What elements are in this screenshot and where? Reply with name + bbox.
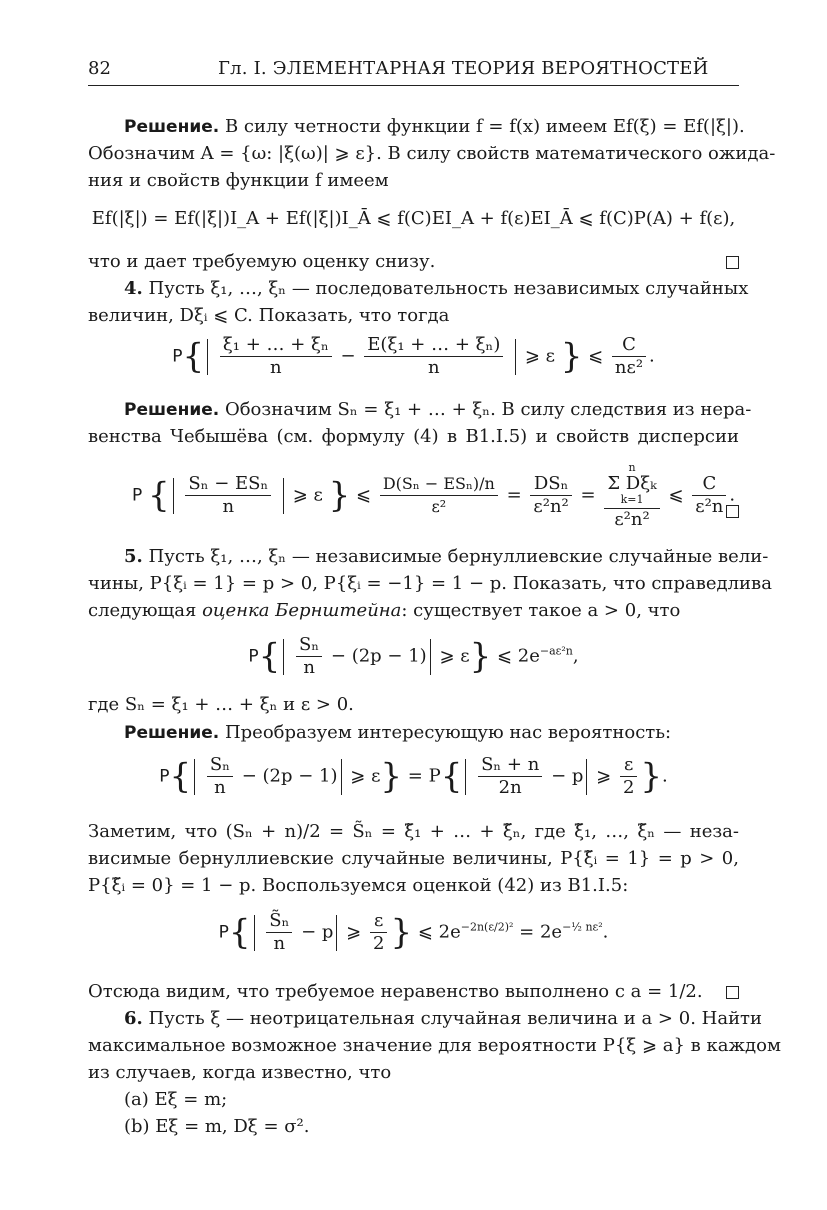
denominator: ε²n — [695, 496, 724, 517]
relation: ⩾ ε — [439, 645, 470, 667]
text: Пусть ξ₁, …, ξₙ — независимые бернуллиевские случайные вели- — [148, 546, 769, 567]
solution-label: Решение. — [124, 117, 220, 137]
text-line: что и дает требуемую оценку снизу. — [88, 251, 436, 272]
relation: ⩽ — [668, 484, 684, 506]
numerator: Sₙ + n — [478, 754, 542, 777]
text: Пусть ξ₁, …, ξₙ — последовательность независимых случайных — [148, 278, 749, 299]
problem-line — [88, 277, 749, 301]
text-line: Заметим, что (Sₙ + n)/2 = S̃ₙ = ξ̃₁ + … + ξ̃ₙ, где ξ̃₁, …, ξ̃ₙ — неза- — [88, 821, 739, 842]
term: − p — [551, 765, 584, 787]
equation-s4: P { $\frac{\text{Sₙ − ESₙ}}{n}$ ⩾ ε } ⩽ $\frac{\text{D(Sₙ − ESₙ)/n}}{\text{ε²}}$ = $\frac{\text{DSₙ}}{\text{ε²n²}}$ = n Σ Dξₖ k=1 ε²n² ⩽ $\frac{C}{\text{ε²n}}$ . — [132, 461, 736, 530]
text-line: величин, Dξᵢ ⩽ C. Показать, что тогда — [88, 305, 450, 326]
text-line: максимальное возможное значение для вероятности P{ξ ⩾ a} в каждом — [88, 1035, 781, 1056]
term: − p — [301, 921, 334, 943]
qed-square — [726, 256, 739, 269]
relation: = — [506, 484, 522, 506]
page-header — [88, 58, 739, 82]
text: следующая — [88, 600, 203, 621]
text-line: венства Чебышёва (см. формулу (4) в В1.I.5) и свойств дисперсии — [88, 426, 739, 447]
solution-line — [88, 115, 745, 139]
case-b: (b) Eξ = m, Dξ = σ². — [124, 1116, 310, 1137]
denominator: n — [270, 357, 282, 378]
denominator: ε² — [431, 497, 447, 516]
page-number: 82 — [88, 58, 111, 79]
relation: ⩾ — [346, 921, 362, 943]
solution-line — [88, 398, 752, 422]
numerator: Sₙ — [296, 634, 322, 657]
solution-label: Решение. — [124, 723, 220, 743]
sum-body: Σ Dξₖ — [607, 473, 657, 494]
problem-number: 5. — [124, 546, 143, 567]
relation: ⩾ ε — [524, 345, 555, 367]
term: ⩽ 2e — [417, 921, 461, 943]
relation: ⩾ — [596, 765, 612, 787]
term: = 2e — [519, 921, 563, 943]
denominator: n — [303, 657, 315, 678]
numerator: C — [612, 334, 646, 357]
numerator: ε — [620, 754, 637, 777]
relation: ⩽ — [356, 484, 372, 506]
numerator: Sₙ − ESₙ — [185, 473, 271, 496]
header-rule — [88, 85, 739, 86]
problem-line — [88, 545, 769, 569]
equation: Ef(|ξ|) = Ef(|ξ|)I_A + Ef(|ξ|)I_Ā ⩽ f(C)EI_A + f(ε)EI_Ā ⩽ f(C)P(A) + f(ε), — [91, 208, 736, 229]
sum-upper: n — [628, 461, 636, 474]
text: В силу четности функции f = f(x) имеем Ef(ξ) = Ef(|ξ|). — [224, 116, 745, 137]
exponent: −2n(ε/2)² — [460, 920, 514, 934]
term: − (2p − 1) — [330, 645, 427, 667]
relation: ⩾ ε — [292, 484, 323, 506]
prob-symbol: P — [132, 485, 143, 506]
text: Обозначим Sₙ = ξ₁ + … + ξₙ. В силу следствия из нера- — [224, 399, 752, 420]
problem-line — [88, 1007, 763, 1031]
text-line: ния и свойств функции f имеем — [88, 170, 389, 191]
denominator: ε²n² — [533, 496, 569, 517]
prob-symbol: P — [159, 766, 170, 787]
numerator: ε — [370, 910, 387, 933]
relation: ⩾ ε — [350, 765, 381, 787]
punct: . — [602, 921, 609, 943]
term: − (2p − 1) — [241, 765, 338, 787]
equation-p5: P{ $\frac{\text{Sₙ}}{n}$ − (2p − 1) ⩾ ε} ⩽ $2e^{-a\varepsilon^2n}$, — [248, 634, 579, 678]
text-line: где Sₙ = ξ₁ + … + ξₙ и ε > 0. — [88, 694, 354, 715]
emphasis: оценка Бернштейна — [202, 600, 402, 621]
denominator: n — [214, 777, 226, 798]
text-line: Отсюда видим, что требуемое неравенство выполнено с a = 1/2. — [88, 981, 703, 1002]
exponent: −aε²n — [539, 644, 573, 658]
qed-square — [726, 505, 739, 518]
solution-label: Решение. — [124, 400, 220, 420]
numerator: ξ₁ + … + ξₙ — [220, 334, 332, 357]
denominator: n — [273, 933, 286, 954]
punct: , — [572, 645, 579, 667]
text-line — [88, 599, 739, 623]
relation: = P — [407, 765, 441, 787]
case-a: (a) Eξ = m; — [124, 1089, 228, 1110]
prob-symbol: P — [248, 646, 259, 667]
denominator: nε² — [614, 357, 644, 378]
text: : существует такое a > 0, что — [401, 600, 681, 621]
denominator: 2n — [498, 777, 522, 798]
relation: ⩽ — [588, 345, 604, 367]
text-line: из случаев, когда известно, что — [88, 1062, 392, 1083]
problem-number: 4. — [124, 278, 143, 299]
numerator: S̃ₙ — [266, 910, 292, 933]
qed-square — [726, 986, 739, 999]
denominator: 2 — [372, 933, 385, 954]
sum-lower: k=1 — [620, 493, 644, 506]
numerator: E(ξ₁ + … + ξₙ) — [364, 334, 503, 357]
relation: = — [580, 484, 596, 506]
equation-s5-1: P{ $\frac{\text{Sₙ}}{n}$ − (2p − 1) ⩾ ε} = P{ $\frac{\text{Sₙ + n}}{2n}$ − p ⩾ $\frac{\varepsilon}{2}$ }. — [159, 754, 668, 798]
problem-number: 6. — [124, 1008, 143, 1029]
solution-line — [88, 721, 739, 745]
denominator: n — [428, 357, 440, 378]
numerator: D(Sₙ − ESₙ)/n — [380, 473, 498, 496]
text-line: висимые бернуллиевские случайные величины, P{ξ̃ᵢ = 1} = p > 0, — [88, 848, 739, 869]
punct: . — [662, 765, 668, 787]
term: ⩽ 2e — [496, 645, 540, 667]
numerator: Sₙ — [207, 754, 233, 777]
prob-symbol: P — [172, 346, 183, 367]
numerator: DSₙ — [530, 473, 571, 496]
text: Пусть ξ — неотрицательная случайная величина и a > 0. Найти — [148, 1008, 763, 1029]
denominator: n — [222, 496, 235, 517]
text-line: чины, P{ξᵢ = 1} = p > 0, P{ξᵢ = −1} = 1 − p. Показать, что справедлива — [88, 573, 772, 594]
exponent: −½ nε² — [562, 920, 603, 934]
text-line: Обозначим A = {ω: |ξ(ω)| ⩾ ε}. В силу свойств математического ожида- — [88, 143, 776, 164]
denominator: ε²n² — [614, 509, 650, 530]
numerator: C — [692, 473, 726, 496]
equation-s5-2: P{ $\frac{\text{S̃ₙ}}{n}$ − p ⩾ $\frac{\varepsilon}{2}$ } ⩽ $2e^{-2n(\varepsilon/2)^2} = 2e^{-\frac{1}{2} n\varepsilon^2}$. — [218, 910, 609, 954]
prob-symbol: P — [218, 922, 229, 943]
text: Преобразуем интересующую нас вероятность: — [224, 722, 672, 743]
running-title: Гл. I. ЭЛЕМЕНТАРНАЯ ТЕОРИЯ ВЕРОЯТНОСТЕЙ — [218, 58, 709, 79]
equation-p4: P{ $\frac{\text{ξ₁ + … + ξₙ}}{n}$ − $\frac{\text{E(ξ₁ + … + ξₙ)}}{n}$ ⩾ ε } ⩽ $\frac{C}{\text{nε²}}$ . — [172, 334, 655, 378]
book-page — [88, 0, 781, 1210]
text-line: P{ξ̃ᵢ = 0} = 1 − p. Воспользуемся оценкой (42) из В1.I.5: — [88, 875, 629, 896]
denominator: 2 — [622, 777, 635, 798]
